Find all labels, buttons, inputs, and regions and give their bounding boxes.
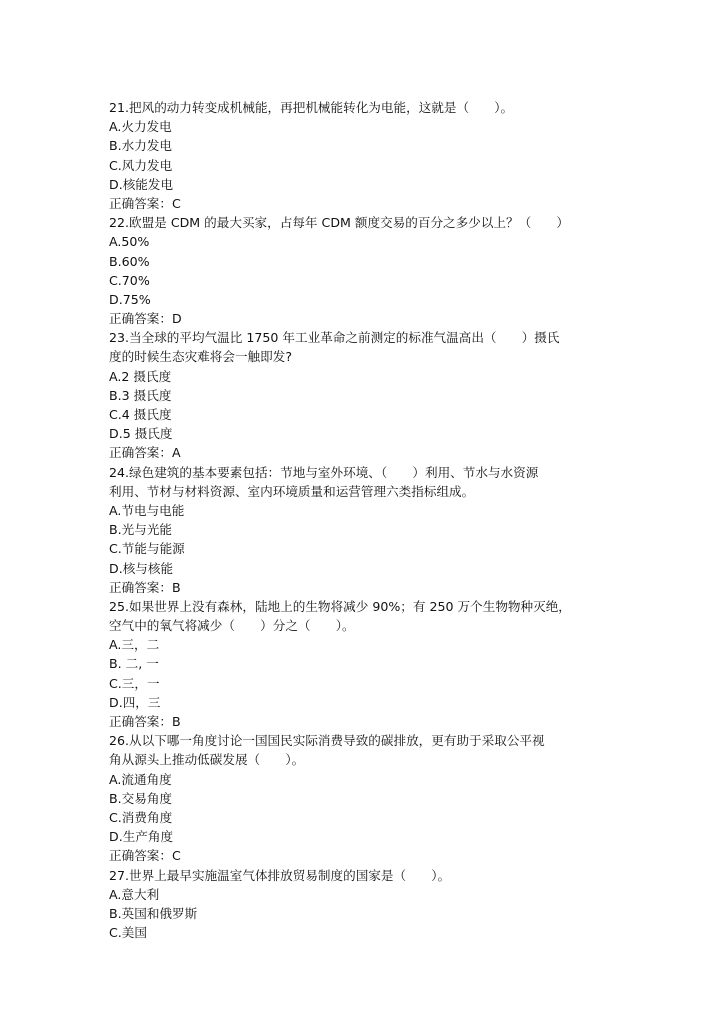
question-21	[109, 98, 619, 213]
question-stem-continued: 角从源头上推动低碳发展（ ）。	[109, 752, 305, 768]
question-list	[109, 98, 619, 942]
option-c: C.风力发电	[109, 157, 173, 173]
option-a: A.三，二	[109, 637, 160, 653]
option-c: C.三，一	[109, 675, 160, 691]
option-a: A.节电与电能	[109, 502, 185, 518]
question-25	[109, 597, 619, 731]
option-c: C.美国	[109, 925, 147, 941]
option-b: B.英国和俄罗斯	[109, 905, 198, 921]
option-b: B.水力发电	[109, 138, 173, 154]
option-b: B.交易角度	[109, 790, 173, 806]
option-d: D.生产角度	[109, 829, 174, 845]
correct-answer: 正确答案：B	[109, 579, 181, 595]
option-d: D.75%	[109, 291, 151, 307]
question-stem: 22.欧盟是 CDM 的最大买家，占每年 CDM 额度交易的百分之多少以上？（ ）	[109, 215, 569, 231]
question-stem-continued: 空气中的氧气将减少（ ）分之（ ）。	[109, 618, 355, 634]
correct-answer: 正确答案：D	[109, 311, 182, 327]
question-stem: 25.如果世界上没有森林，陆地上的生物将减少 90%；有 250 万个生物物种灭绝，	[109, 598, 571, 614]
option-b: B.光与光能	[109, 522, 173, 538]
question-stem: 23.当全球的平均气温比 1750 年工业革命之前测定的标准气温高出（ ）摄氏	[109, 330, 560, 346]
option-c: C.消费角度	[109, 809, 173, 825]
question-stem: 21.把风的动力转变成机械能，再把机械能转化为电能，这就是（ ）。	[109, 100, 514, 115]
option-a: A.2 摄氏度	[109, 368, 172, 384]
option-d: D.四，三	[109, 694, 161, 710]
option-a: A.火力发电	[109, 119, 172, 135]
question-24	[109, 463, 619, 597]
question-23	[109, 328, 619, 462]
option-a: A.流通角度	[109, 771, 172, 787]
correct-answer: 正确答案：B	[109, 714, 181, 729]
option-d: D.核能发电	[109, 176, 174, 192]
option-b: B.3 摄氏度	[109, 387, 172, 403]
correct-answer: 正确答案：C	[109, 195, 181, 211]
option-d: D.核与核能	[109, 560, 174, 576]
option-b: B. 二, 一	[109, 656, 159, 672]
question-stem-continued: 利用、节材与材料资源、室内环境质量和运营管理六类指标组成。	[109, 483, 475, 499]
option-b: B.60%	[109, 253, 150, 269]
option-c: C.70%	[109, 272, 150, 288]
option-d: D.5 摄氏度	[109, 426, 173, 442]
question-stem-continued: 度的时候生态灾难将会一触即发?	[109, 349, 292, 365]
question-27	[109, 866, 619, 943]
option-c: C.节能与能源	[109, 541, 185, 557]
question-stem: 26.从以下哪一角度讨论一国国民实际消费导致的碳排放，更有助于采取公平视	[109, 733, 545, 749]
question-22	[109, 213, 619, 328]
option-a: A.50%	[109, 234, 150, 250]
question-26	[109, 731, 619, 865]
question-stem: 27.世界上最早实施温室气体排放贸易制度的国家是（ ）。	[109, 867, 451, 883]
correct-answer: 正确答案：A	[109, 445, 181, 461]
correct-answer: 正确答案：C	[109, 848, 181, 864]
option-a: A.意大利	[109, 886, 160, 902]
option-c: C.4 摄氏度	[109, 407, 172, 422]
question-stem: 24.绿色建筑的基本要素包括：节地与室外环境、（ ）利用、节水与水资源	[109, 464, 539, 480]
